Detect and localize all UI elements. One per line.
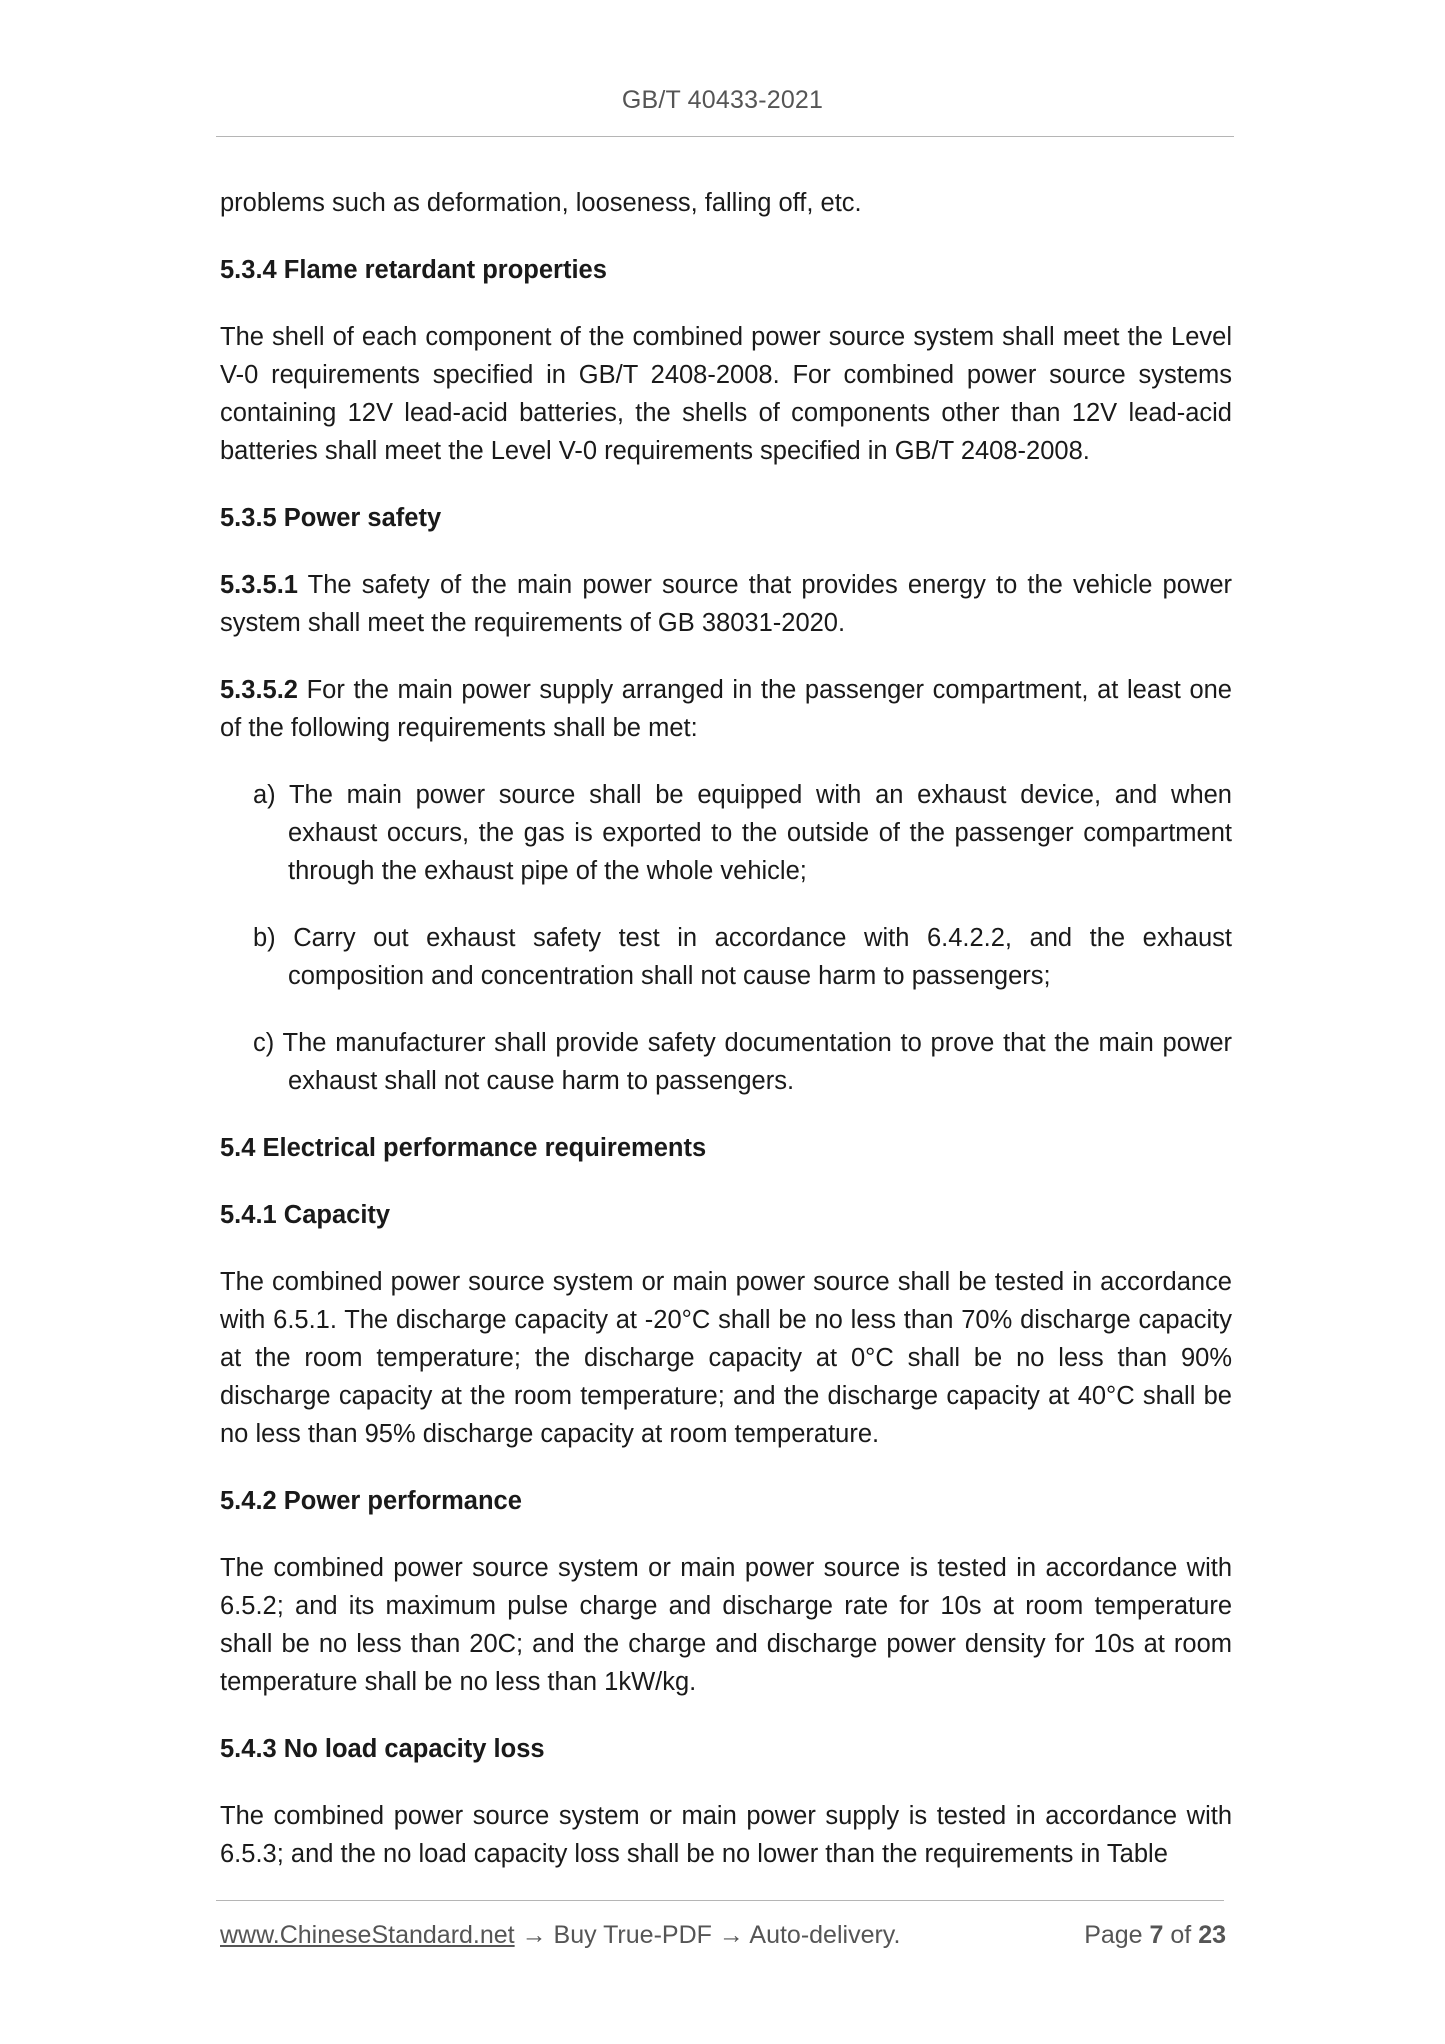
paragraph-5-4-3: The combined power source system or main power supply is tested in accordance with 6.5.3; and the no load capacity loss shall be no lower than the requirements in Table: [220, 1802, 1232, 1868]
footer-divider: [216, 1900, 1224, 1901]
list-item-c: [220, 1024, 1232, 1100]
list-item-text: The main power source shall be equipped with an exhaust device, and when exhaust occurs, the gas is exported to the outside of the passenger compartment through the exhaust pipe of the whole vehicle;: [275, 781, 1232, 885]
website-link[interactable]: www.ChineseStandard.net: [220, 1921, 515, 1949]
list-item-text: Carry out exhaust safety test in accordance with 6.4.2.2, and the exhaust composition and concentration shall not cause harm to passengers;: [275, 924, 1232, 990]
list-marker: a): [253, 781, 276, 809]
section-heading-5-4-2: 5.4.2 Power performance: [220, 1487, 522, 1515]
list-item-a: [220, 776, 1232, 890]
section-heading-5-3-4: 5.3.4 Flame retardant properties: [220, 256, 607, 284]
paragraph-5-3-5-1: [220, 566, 1232, 642]
section-heading-5-4-3: 5.4.3 No load capacity loss: [220, 1735, 545, 1763]
paragraph-5-3-4: The shell of each component of the combined power source system shall meet the Level V-0 requirements specified in GB/T 2408-2008. For combined power source systems containing 12V lead-acid batteries, the shells of components other than 12V lead-acid batteries shall meet the Level V-0 requirements specified in GB/T 2408-2008.: [220, 323, 1232, 465]
clause-text-5-3-5-2: For the main power supply arranged in the passenger compartment, at least one of the following requirements shall be met:: [220, 676, 1232, 742]
footer-promo-text: → Buy True-PDF → Auto-delivery.: [514, 1921, 901, 1949]
paragraph-5-4-1: The combined power source system or main power source shall be tested in accordance with 6.5.1. The discharge capacity at -20°C shall be no less than 70% discharge capacity at the room temperature; the discharge capacity at 0°C shall be no less than 90% discharge capacity at the room temperature; and the discharge capacity at 40°C shall be no less than 95% discharge capacity at room temperature.: [220, 1268, 1232, 1448]
paragraph-5-4-2: The combined power source system or main power source is tested in accordance with 6.5.2; and its maximum pulse charge and discharge rate for 10s at room temperature shall be no less than 20C; and the charge and discharge power density for 10s at room temperature shall be no less than 1kW/kg.: [220, 1554, 1232, 1696]
page-word: Page: [1084, 1921, 1150, 1949]
footer-promo: [220, 1921, 900, 1950]
total-pages-number: 23: [1198, 1921, 1226, 1949]
current-page-number: 7: [1149, 1921, 1164, 1949]
section-heading-5-4: 5.4 Electrical performance requirements: [220, 1134, 707, 1162]
page-indicator: [1084, 1921, 1226, 1950]
clause-text-5-3-5-1: The safety of the main power source that provides energy to the vehicle power system shall meet the requirements of GB 38031-2020.: [220, 571, 1232, 637]
clause-number-5-3-5-1: 5.3.5.1: [220, 571, 298, 599]
section-heading-5-3-5: 5.3.5 Power safety: [220, 504, 442, 532]
page-footer: [220, 1921, 1226, 1955]
paragraph-continuation: problems such as deformation, looseness, falling off, etc.: [220, 189, 862, 217]
section-heading-5-4-1: 5.4.1 Capacity: [220, 1201, 391, 1229]
list-marker: c): [253, 1029, 275, 1057]
list-item-b: [220, 919, 1232, 995]
page-header-title: GB/T 40433-2021: [621, 86, 824, 114]
paragraph-5-3-5-2: [220, 671, 1232, 747]
list-marker: b): [253, 924, 276, 952]
header-divider: [216, 136, 1234, 137]
clause-number-5-3-5-2: 5.3.5.2: [220, 676, 298, 704]
list-item-text: The manufacturer shall provide safety documentation to prove that the main power exhaust shall not cause harm to passengers.: [274, 1029, 1232, 1095]
of-word: of: [1163, 1921, 1199, 1949]
document-body: [220, 184, 1232, 1873]
